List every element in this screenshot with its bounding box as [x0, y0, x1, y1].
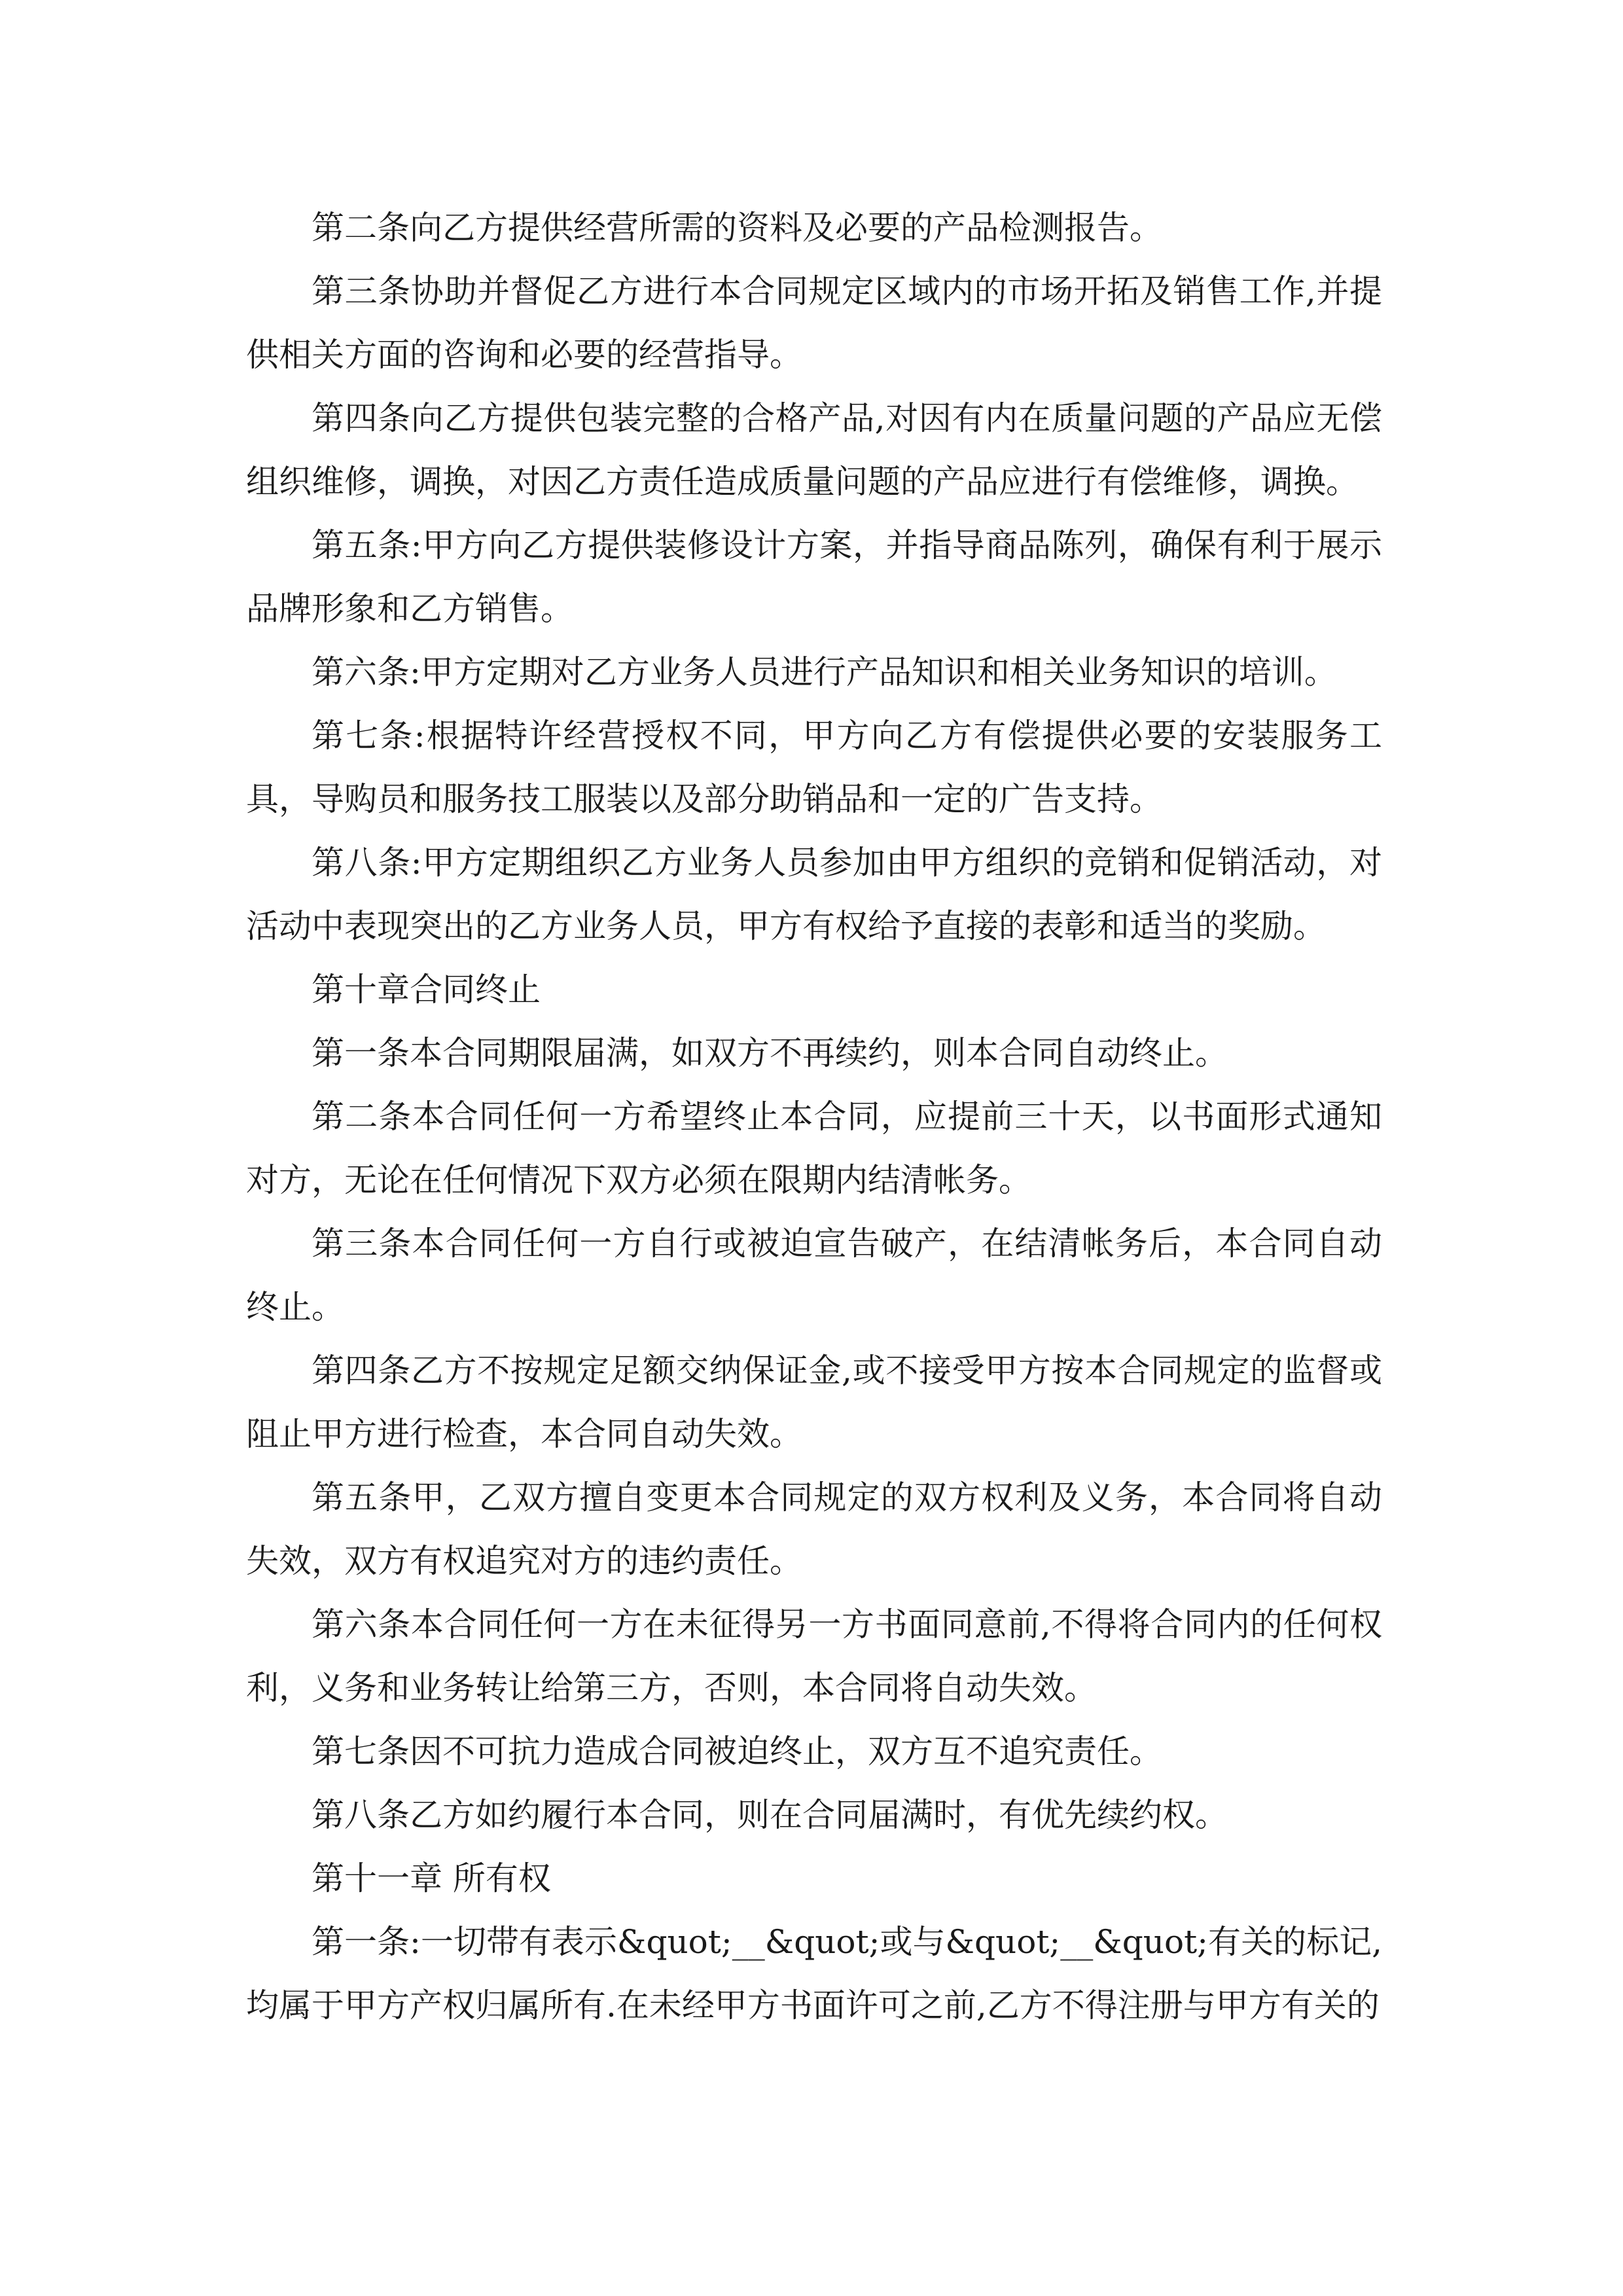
- paragraph-article-3-market: 第三条协助并督促乙方进行本合同规定区域内的市场开拓及销售工作,并提供相关方面的咨询和必要的经营指导。: [246, 272, 1382, 374]
- paragraph-ownership-1: 第一条:一切带有表示&quot;__&quot;或与&quot;__&quot;有关的标记,均属于甲方产权归属所有.在未经甲方书面许可之前,乙方不得注册与甲方有关的: [246, 1923, 1382, 2024]
- paragraph-termination-5: 第五条甲，乙双方擅自变更本合同规定的双方权利及义务，本合同将自动失效，双方有权追究对方的违约责任。: [246, 1479, 1382, 1580]
- paragraph-article-8-promotion: 第八条:甲方定期组织乙方业务人员参加由甲方组织的竞销和促销活动，对活动中表现突出的乙方业务人员，甲方有权给予直接的表彰和适当的奖励。: [246, 844, 1382, 945]
- document-body: [246, 196, 1382, 2037]
- paragraph-termination-6: 第六条本合同任何一方在未征得另一方书面同意前,不得将合同内的任何权利，义务和业务转让给第三方，否则，本合同将自动失效。: [246, 1605, 1382, 1707]
- paragraph-article-7-tools: 第七条:根据特许经营授权不同，甲方向乙方有偿提供必要的安装服务工具，导购员和服务技工服装以及部分助销品和一定的广告支持。: [246, 717, 1382, 818]
- paragraph-termination-8: 第八条乙方如约履行本合同，则在合同届满时，有优先续约权。: [312, 1796, 1228, 1834]
- paragraph-termination-2: 第二条本合同任何一方希望终止本合同，应提前三十天，以书面形式通知对方，无论在任何情况下双方必须在限期内结清帐务。: [246, 1098, 1382, 1199]
- paragraph-article-6-training: 第六条:甲方定期对乙方业务人员进行产品知识和相关业务知识的培训。: [312, 653, 1337, 691]
- paragraph-termination-7: 第七条因不可抗力造成合同被迫终止，双方互不追究责任。: [312, 1732, 1162, 1770]
- chapter-10-heading: 第十章合同终止: [312, 971, 541, 1009]
- chapter-11-heading: 第十一章 所有权: [312, 1859, 551, 1897]
- paragraph-article-2-materials: 第二条向乙方提供经营所需的资料及必要的产品检测报告。: [312, 209, 1162, 247]
- paragraph-article-4-products: 第四条向乙方提供包装完整的合格产品,对因有内在质量问题的产品应无偿组织维修，调换，对因乙方责任造成质量问题的产品应进行有偿维修，调换。: [246, 399, 1382, 501]
- paragraph-termination-4: 第四条乙方不按规定足额交纳保证金,或不接受甲方按本合同规定的监督或阻止甲方进行检查，本合同自动失效。: [246, 1352, 1382, 1453]
- paragraph-article-5-decoration: 第五条:甲方向乙方提供装修设计方案，并指导商品陈列，确保有利于展示品牌形象和乙方销售。: [246, 526, 1382, 628]
- paragraph-termination-1: 第一条本合同期限届满，如双方不再续约，则本合同自动终止。: [312, 1034, 1228, 1072]
- paragraph-termination-3: 第三条本合同任何一方自行或被迫宣告破产，在结清帐务后，本合同自动终止。: [246, 1225, 1382, 1326]
